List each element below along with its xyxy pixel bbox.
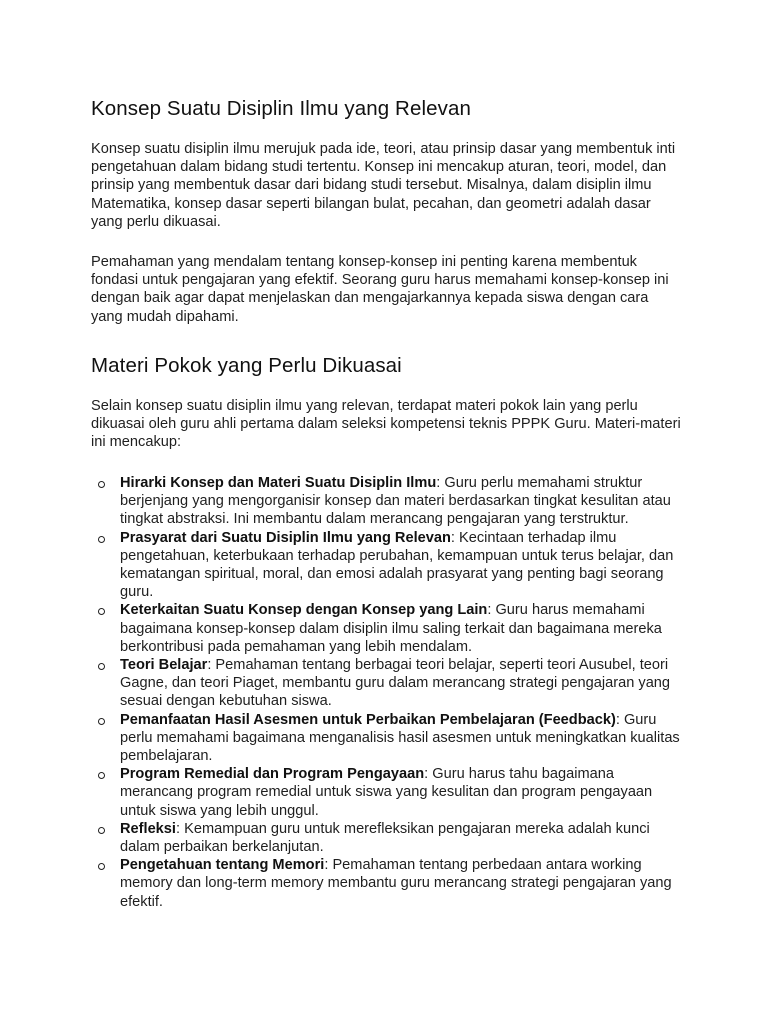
item-term: Refleksi — [120, 820, 176, 837]
paragraph-materi-intro: Selain konsep suatu disiplin ilmu yang relevan, terdapat materi pokok lain yang perlu dikuasai oleh guru ahli pertama dalam seleksi kompetensi teknis PPPK Guru. Materi-materi ini mencakup: — [91, 398, 681, 451]
item-term: Pengetahuan tentang Memori — [120, 857, 325, 874]
paragraph-konsep-importance: Pemahaman yang mendalam tentang konsep-konsep ini penting karena membentuk fondasi untuk pengajaran yang efektif. Seorang guru harus memahami konsep-konsep ini dengan baik agar dapat menjelaskan dan mengajarkannya kepada siswa dengan cara yang mudah dipahami. — [91, 254, 669, 325]
item-term: Hirarki Konsep dan Materi Suatu Disiplin Ilmu — [120, 475, 437, 491]
item-description: : Kecintaan terhadap ilmu pengetahuan, keterbukaan terhadap perubahan, kemampuan untuk terus belajar, dan kematangan spiritual, moral, dan emosi adalah prasyarat yang penting bagi seorang guru. — [120, 529, 674, 601]
item-description: : Guru perlu memahami struktur berjenjang yang mengorganisir konsep dan materi berdasarkan tingkat kesulitan atau tingkat abstraksi. Ini membantu dalam merancang pengajaran yang terstruktur. — [120, 475, 671, 528]
item-description: : Pemahaman tentang perbedaan antara working memory dan long-term memory membantu guru merancang strategi pengajaran yang efektif. — [120, 857, 672, 910]
item-description: : Pemahaman tentang berbagai teori belajar, seperti teori Ausubel, teori Gagne, dan teori Piaget, membantu guru dalam merancang strategi pengajaran yang sesuai dengan kebutuhan siswa. — [120, 657, 671, 710]
paragraph-konsep-definition: Konsep suatu disiplin ilmu merujuk pada ide, teori, atau prinsip dasar yang membentuk inti pengetahuan dalam bidang studi tertentu. Konsep ini mencakup aturan, teori, model, dan prinsip yang membentuk dasar dari bidang studi tersebut. Misalnya, dalam disiplin ilmu Matematika, konsep dasar seperti bilangan bulat, pecahan, dan geometri adalah dasar yang perlu dikuasai. — [91, 141, 676, 230]
item-term: Prasyarat dari Suatu Disiplin Ilmu yang Relevan — [120, 529, 451, 546]
list-item — [91, 529, 691, 602]
item-term: Teori Belajar — [120, 657, 208, 674]
circle-bullet-icon — [98, 536, 105, 543]
item-description: : Guru perlu memahami bagaimana menganalisis hasil asesmen untuk meningkatkan kualitas pembelajaran. — [120, 711, 680, 765]
circle-bullet-icon — [98, 663, 105, 670]
item-description: : Guru harus memahami bagaimana konsep-konsep dalam disiplin ilmu saling terkait dan bagaimana mereka berkontribusi pada pemahaman yang lebih mendalam. — [120, 602, 662, 655]
list-item — [91, 711, 691, 766]
item-term: Pemanfaatan Hasil Asesmen untuk Perbaikan Pembelajaran (Feedback) — [120, 711, 616, 728]
section-heading-konsep: Konsep Suatu Disiplin Ilmu yang Relevan — [91, 97, 471, 120]
circle-bullet-icon — [98, 827, 105, 834]
circle-bullet-icon — [98, 608, 105, 615]
item-description: : Guru harus tahu bagaimana merancang program remedial untuk siswa yang kesulitan dan program pengayaan untuk siswa yang lebih unggul. — [120, 766, 653, 819]
list-item — [91, 856, 691, 911]
circle-bullet-icon — [98, 718, 105, 725]
item-term: Keterkaitan Suatu Konsep dengan Konsep yang Lain — [120, 602, 488, 619]
section-heading-materi-pokok: Materi Pokok yang Perlu Dikuasai — [91, 354, 402, 377]
list-item — [91, 656, 691, 711]
list-item — [91, 765, 691, 820]
circle-bullet-icon — [98, 863, 105, 870]
list-item — [91, 820, 691, 856]
circle-bullet-icon — [98, 772, 105, 779]
item-description: : Kemampuan guru untuk merefleksikan pengajaran mereka adalah kunci dalam perbaikan berkelanjutan. — [120, 820, 650, 856]
list-item — [91, 601, 691, 656]
materi-list — [91, 474, 691, 911]
list-item — [91, 474, 691, 529]
circle-bullet-icon — [98, 481, 105, 488]
item-term: Program Remedial dan Program Pengayaan — [120, 766, 425, 783]
